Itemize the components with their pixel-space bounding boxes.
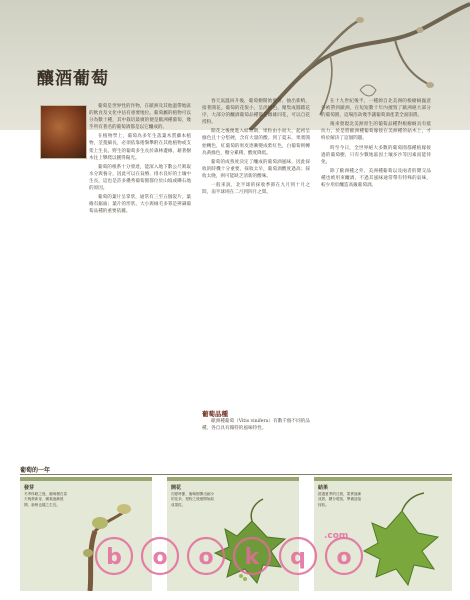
article-column-3 [321, 98, 431, 428]
svg-text:o: o [198, 545, 214, 570]
divider [20, 474, 452, 475]
wine-grape-inset-photo [40, 105, 87, 159]
panel-text: 初夏時節，葡萄樹開出細小的花朵，授粉之後便開始結成果粒。 [171, 492, 215, 507]
article-column-2 [202, 98, 310, 406]
paragraph: 春天氣溫回升後，葡萄樹開始發芽、抽出新梢，接著開花。葡萄的花很小，呈淡綠色，聚集成圓錐花序，大部分的釀酒葡萄品種都是雌雄同花，可以自花授粉。 [202, 99, 310, 126]
paragraph: 除了歐洲種之外，美洲種葡萄以及兩者的雜交品種也被用來釀酒，不過其風味通常帶有特殊的氣味，較少用於釀造高級葡萄酒。 [321, 168, 431, 189]
paragraph: 在十九世紀後半，一種源自北美洲的根瘤蚜蟲意外被帶到歐洲，在短短數十年內摧毀了歐洲絕大部分的葡萄園，這場浩劫幾乎讓葡萄酒產業全面崩潰。 [321, 99, 431, 119]
paragraph: 在植物學上，葡萄為多年生落葉木質藤本植物，莖蔓細長，必須依靠捲鬚攀附在其他植物或支架上生長。野生的葡萄多生長於森林邊緣，藉著樹木往上攀爬以獲得陽光。 [89, 134, 191, 161]
panel-budding [20, 477, 152, 591]
svg-text:o: o [152, 545, 168, 570]
paragraph: 歐洲種葡萄（Vitis vinifera）有數千個不同的品種，各自具有獨特的風味特性。 [202, 419, 310, 432]
panel-fruiting [314, 477, 452, 591]
panel-label: 結果 [318, 485, 329, 491]
svg-text:b: b [106, 545, 122, 570]
paragraph: 開花之後便進入結果期，果粒由小而大，起初呈綠色且十分堅硬，含有大量的酸。到了夏末，果實開始轉色，紅葡萄的果皮逐漸變成紫紅色，白葡萄則轉為黃綠色，糖分累積，酸度降低。 [202, 129, 310, 156]
paragraph: 後來發現北美洲原生的葡萄品種對根瘤蚜具有抵抗力，於是將歐洲種葡萄嫁接在美洲種的砧木上，才終於解決了這個問題。 [321, 122, 431, 142]
paragraph: 時至今日，全世界絕大多數的葡萄園都種植嫁接過的葡萄樹，只有少數地區因土壤多沙等因素而能倖免。 [321, 145, 431, 165]
paragraph: 葡萄的成熟度決定了釀成的葡萄酒風味，因此採收的時機十分重要。採收太早，葡萄酒酸度過高；採收太晚，則可能缺乏清新的酸味。 [202, 159, 310, 179]
page-title: 釀酒葡萄 [37, 69, 109, 89]
paragraph: 葡萄的根系十分發達，能深入地下數公尺吸取水分與養分，因此可以在貧瘠、排水良好的土壤中生長，這也是許多優秀葡萄園都位於山坡或礫石地的原因。 [89, 164, 191, 192]
svg-text:.com: .com [324, 531, 349, 541]
paragraph: 葡萄是世界性的作物，在歐洲及其他溫帶地區的飲食及文化中佔有重要地位。葡萄屬的植物可以分為數十種，其中栽培最廣的便是歐洲種葡萄，幾乎所有著名的葡萄酒都是以它釀成的。 [89, 104, 191, 131]
svg-text:o: o [336, 545, 352, 570]
panel-label: 開花 [171, 485, 182, 491]
section-heading-grape-varieties: 葡萄品種 [202, 410, 228, 418]
panel-label: 發芽 [24, 485, 35, 491]
svg-text:k: k [244, 545, 260, 570]
panel-text: 冬季休眠之後，葡萄樹在春天萌發新芽，嫩葉逐漸展開，新梢也隨之生長。 [24, 492, 68, 507]
bottom-section-heading: 葡萄的一年 [20, 467, 51, 474]
panel-text: 經過夏季的日照，果實逐漸成熟，糖分增加，準備迎接採收。 [318, 492, 362, 507]
svg-text:q: q [290, 545, 306, 570]
article-column-1 [89, 103, 191, 418]
panel-flowering [167, 477, 299, 591]
paragraph: 葡萄的葉片呈掌狀，通常有三至五個裂片，葉緣有鋸齒；葉片的形狀、大小與絨毛多寡是辨識葡萄品種的重要依據。 [89, 195, 191, 215]
paragraph: 一般來說，北半球的採收季節在九月到十月之間，南半球則在二月到四月之間。 [202, 183, 310, 196]
section-body [202, 418, 310, 432]
